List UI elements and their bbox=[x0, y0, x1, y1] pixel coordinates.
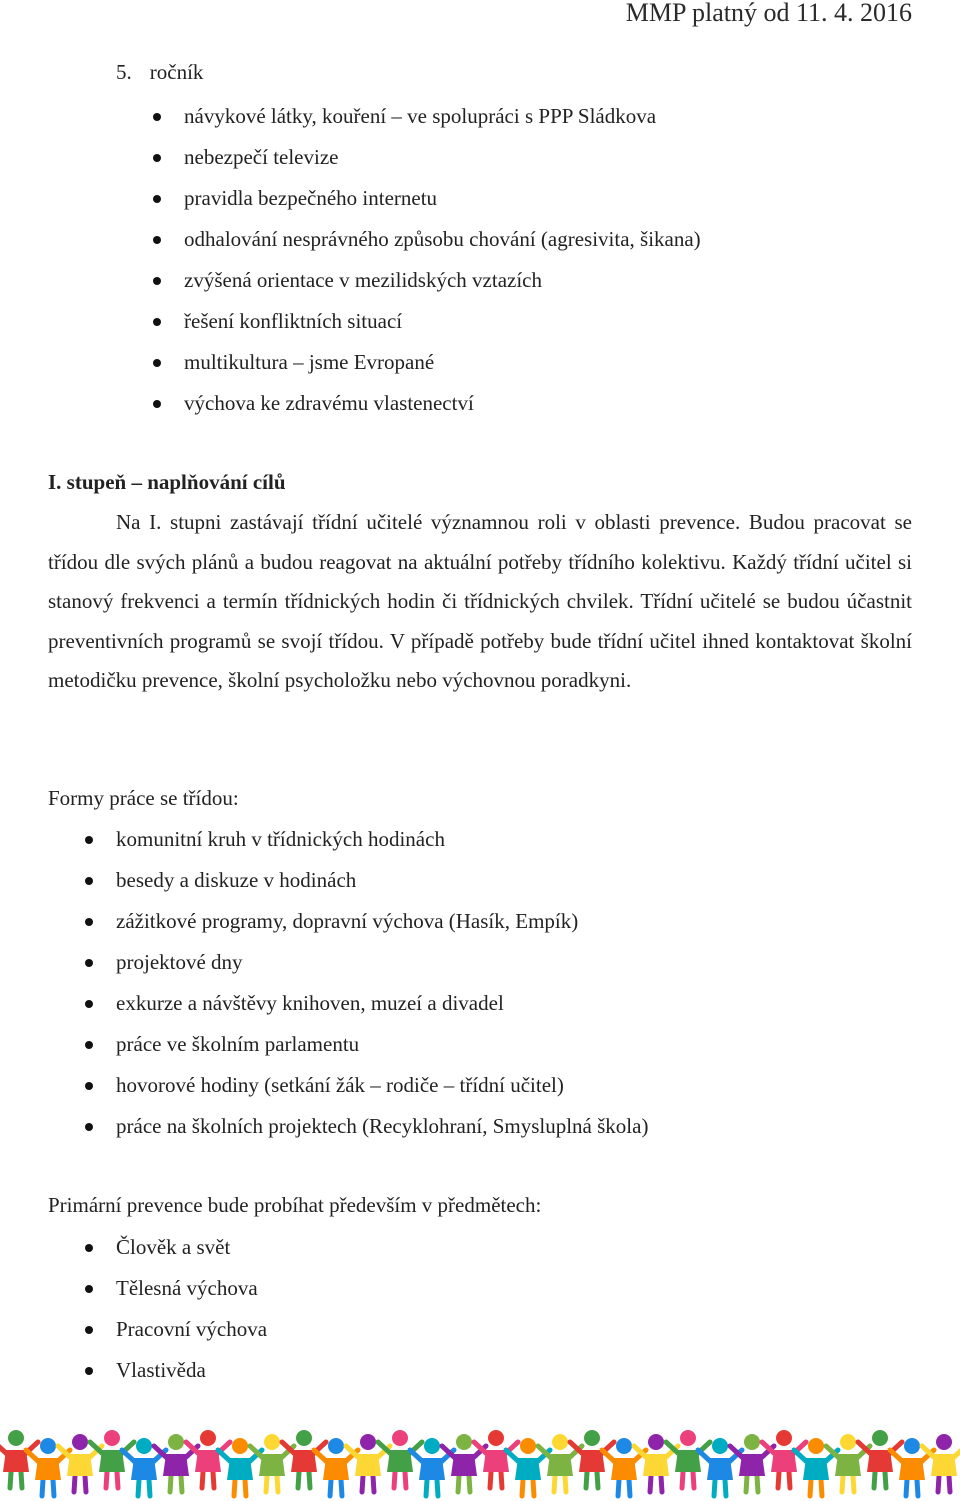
subjects-title: Primární prevence bude probíhat především v předmětech: bbox=[48, 1193, 542, 1217]
list-item: výchova ke zdravému vlastenectví bbox=[184, 383, 701, 424]
bullet-icon bbox=[85, 1000, 93, 1008]
child-figure-icon bbox=[250, 1434, 294, 1492]
bullet-icon bbox=[153, 236, 161, 244]
grade-title: ročník bbox=[149, 60, 204, 84]
grade5-topic-list bbox=[184, 96, 701, 424]
bullet-icon bbox=[153, 400, 161, 408]
list-item: exkurze a návštěvy knihoven, muzeí a divadel bbox=[116, 983, 648, 1024]
bullet-icon bbox=[85, 877, 93, 885]
subjects-list bbox=[116, 1227, 267, 1391]
bullet-icon bbox=[153, 277, 161, 285]
bullet-icon bbox=[153, 195, 161, 203]
bullet-icon bbox=[85, 1082, 93, 1090]
child-figure-icon bbox=[346, 1434, 390, 1492]
child-figure-icon bbox=[730, 1434, 774, 1492]
list-item: řešení konfliktních situací bbox=[184, 301, 701, 342]
bullet-icon bbox=[85, 1244, 93, 1252]
bullet-icon bbox=[153, 113, 161, 121]
child-figure-icon bbox=[538, 1434, 582, 1492]
list-item: Pracovní výchova bbox=[116, 1309, 267, 1350]
bullet-icon bbox=[153, 154, 161, 162]
list-item: práce ve školním parlamentu bbox=[116, 1024, 648, 1065]
child-figure-icon bbox=[282, 1430, 326, 1488]
bullet-icon bbox=[153, 318, 161, 326]
grade-number: 5. bbox=[116, 60, 132, 84]
child-figure-icon bbox=[378, 1430, 422, 1488]
bullet-icon bbox=[85, 1123, 93, 1131]
list-item: nebezpečí televize bbox=[184, 137, 701, 178]
bullet-icon bbox=[85, 918, 93, 926]
list-item: práce na školních projektech (Recyklohraní, Smysluplná škola) bbox=[116, 1106, 648, 1147]
child-figure-icon bbox=[570, 1430, 614, 1488]
list-item: zvýšená orientace v mezilidských vztazích bbox=[184, 260, 701, 301]
bullet-icon bbox=[85, 1367, 93, 1375]
list-item: návykové látky, kouření – ve spolupráci s PPP Sládkova bbox=[184, 96, 701, 137]
list-item: hovorové hodiny (setkání žák – rodiče – třídní učitel) bbox=[116, 1065, 648, 1106]
bullet-icon bbox=[85, 959, 93, 967]
child-figure-icon bbox=[826, 1434, 870, 1492]
child-figure-icon bbox=[858, 1430, 902, 1488]
bullet-icon bbox=[85, 836, 93, 844]
list-item: odhalování nesprávného způsobu chování (agresivita, šikana) bbox=[184, 219, 701, 260]
child-figure-icon bbox=[186, 1430, 230, 1488]
list-item: komunitní kruh v třídnických hodinách bbox=[116, 819, 648, 860]
bullet-icon bbox=[85, 1285, 93, 1293]
grade-heading bbox=[116, 60, 221, 85]
list-item: Člověk a svět bbox=[116, 1227, 267, 1268]
child-figure-icon bbox=[442, 1434, 486, 1492]
list-item: Vlastivěda bbox=[116, 1350, 267, 1391]
child-figure-icon bbox=[90, 1430, 134, 1488]
section-heading: I. stupeň – naplňování cílů bbox=[48, 470, 286, 494]
child-figure-icon bbox=[762, 1430, 806, 1488]
child-figure-icon bbox=[474, 1430, 518, 1488]
list-item: multikultura – jsme Evropané bbox=[184, 342, 701, 383]
bullet-icon bbox=[85, 1041, 93, 1049]
child-figure-icon bbox=[58, 1434, 102, 1492]
bullet-icon bbox=[85, 1326, 93, 1334]
section-paragraph: Na I. stupni zastávají třídní učitelé významnou roli v oblasti prevence. Budou pracovat se třídou dle svých plánů a budou reagovat na aktuální potřeby třídního kolektivu. Každý třídní učitel si stanový frekvenci a termín třídnických hodin či třídnických chvilek. Třídní učitelé se budou účastnit preventivních programů se svojí třídou. V případě potřeby bude třídní učitel ihned kontaktovat školní metodičku prevence, školní psycholožku nebo výchovnou poradkyni. bbox=[48, 510, 912, 692]
children-figures-banner bbox=[0, 1420, 960, 1501]
forms-list bbox=[116, 819, 648, 1147]
bullet-icon bbox=[153, 359, 161, 367]
list-item: pravidla bezpečného internetu bbox=[184, 178, 701, 219]
child-figure-icon bbox=[666, 1430, 710, 1488]
child-figure-icon bbox=[154, 1434, 198, 1492]
list-item: Tělesná výchova bbox=[116, 1268, 267, 1309]
child-figure-icon bbox=[922, 1434, 960, 1492]
child-figure-icon bbox=[634, 1434, 678, 1492]
list-item: besedy a diskuze v hodinách bbox=[116, 860, 648, 901]
page-header: MMP platný od 11. 4. 2016 bbox=[625, 0, 912, 27]
children-figures-icon bbox=[0, 1420, 960, 1501]
forms-title: Formy práce se třídou: bbox=[48, 786, 239, 810]
list-item: projektové dny bbox=[116, 942, 648, 983]
list-item: zážitkové programy, dopravní výchova (Hasík, Empík) bbox=[116, 901, 648, 942]
